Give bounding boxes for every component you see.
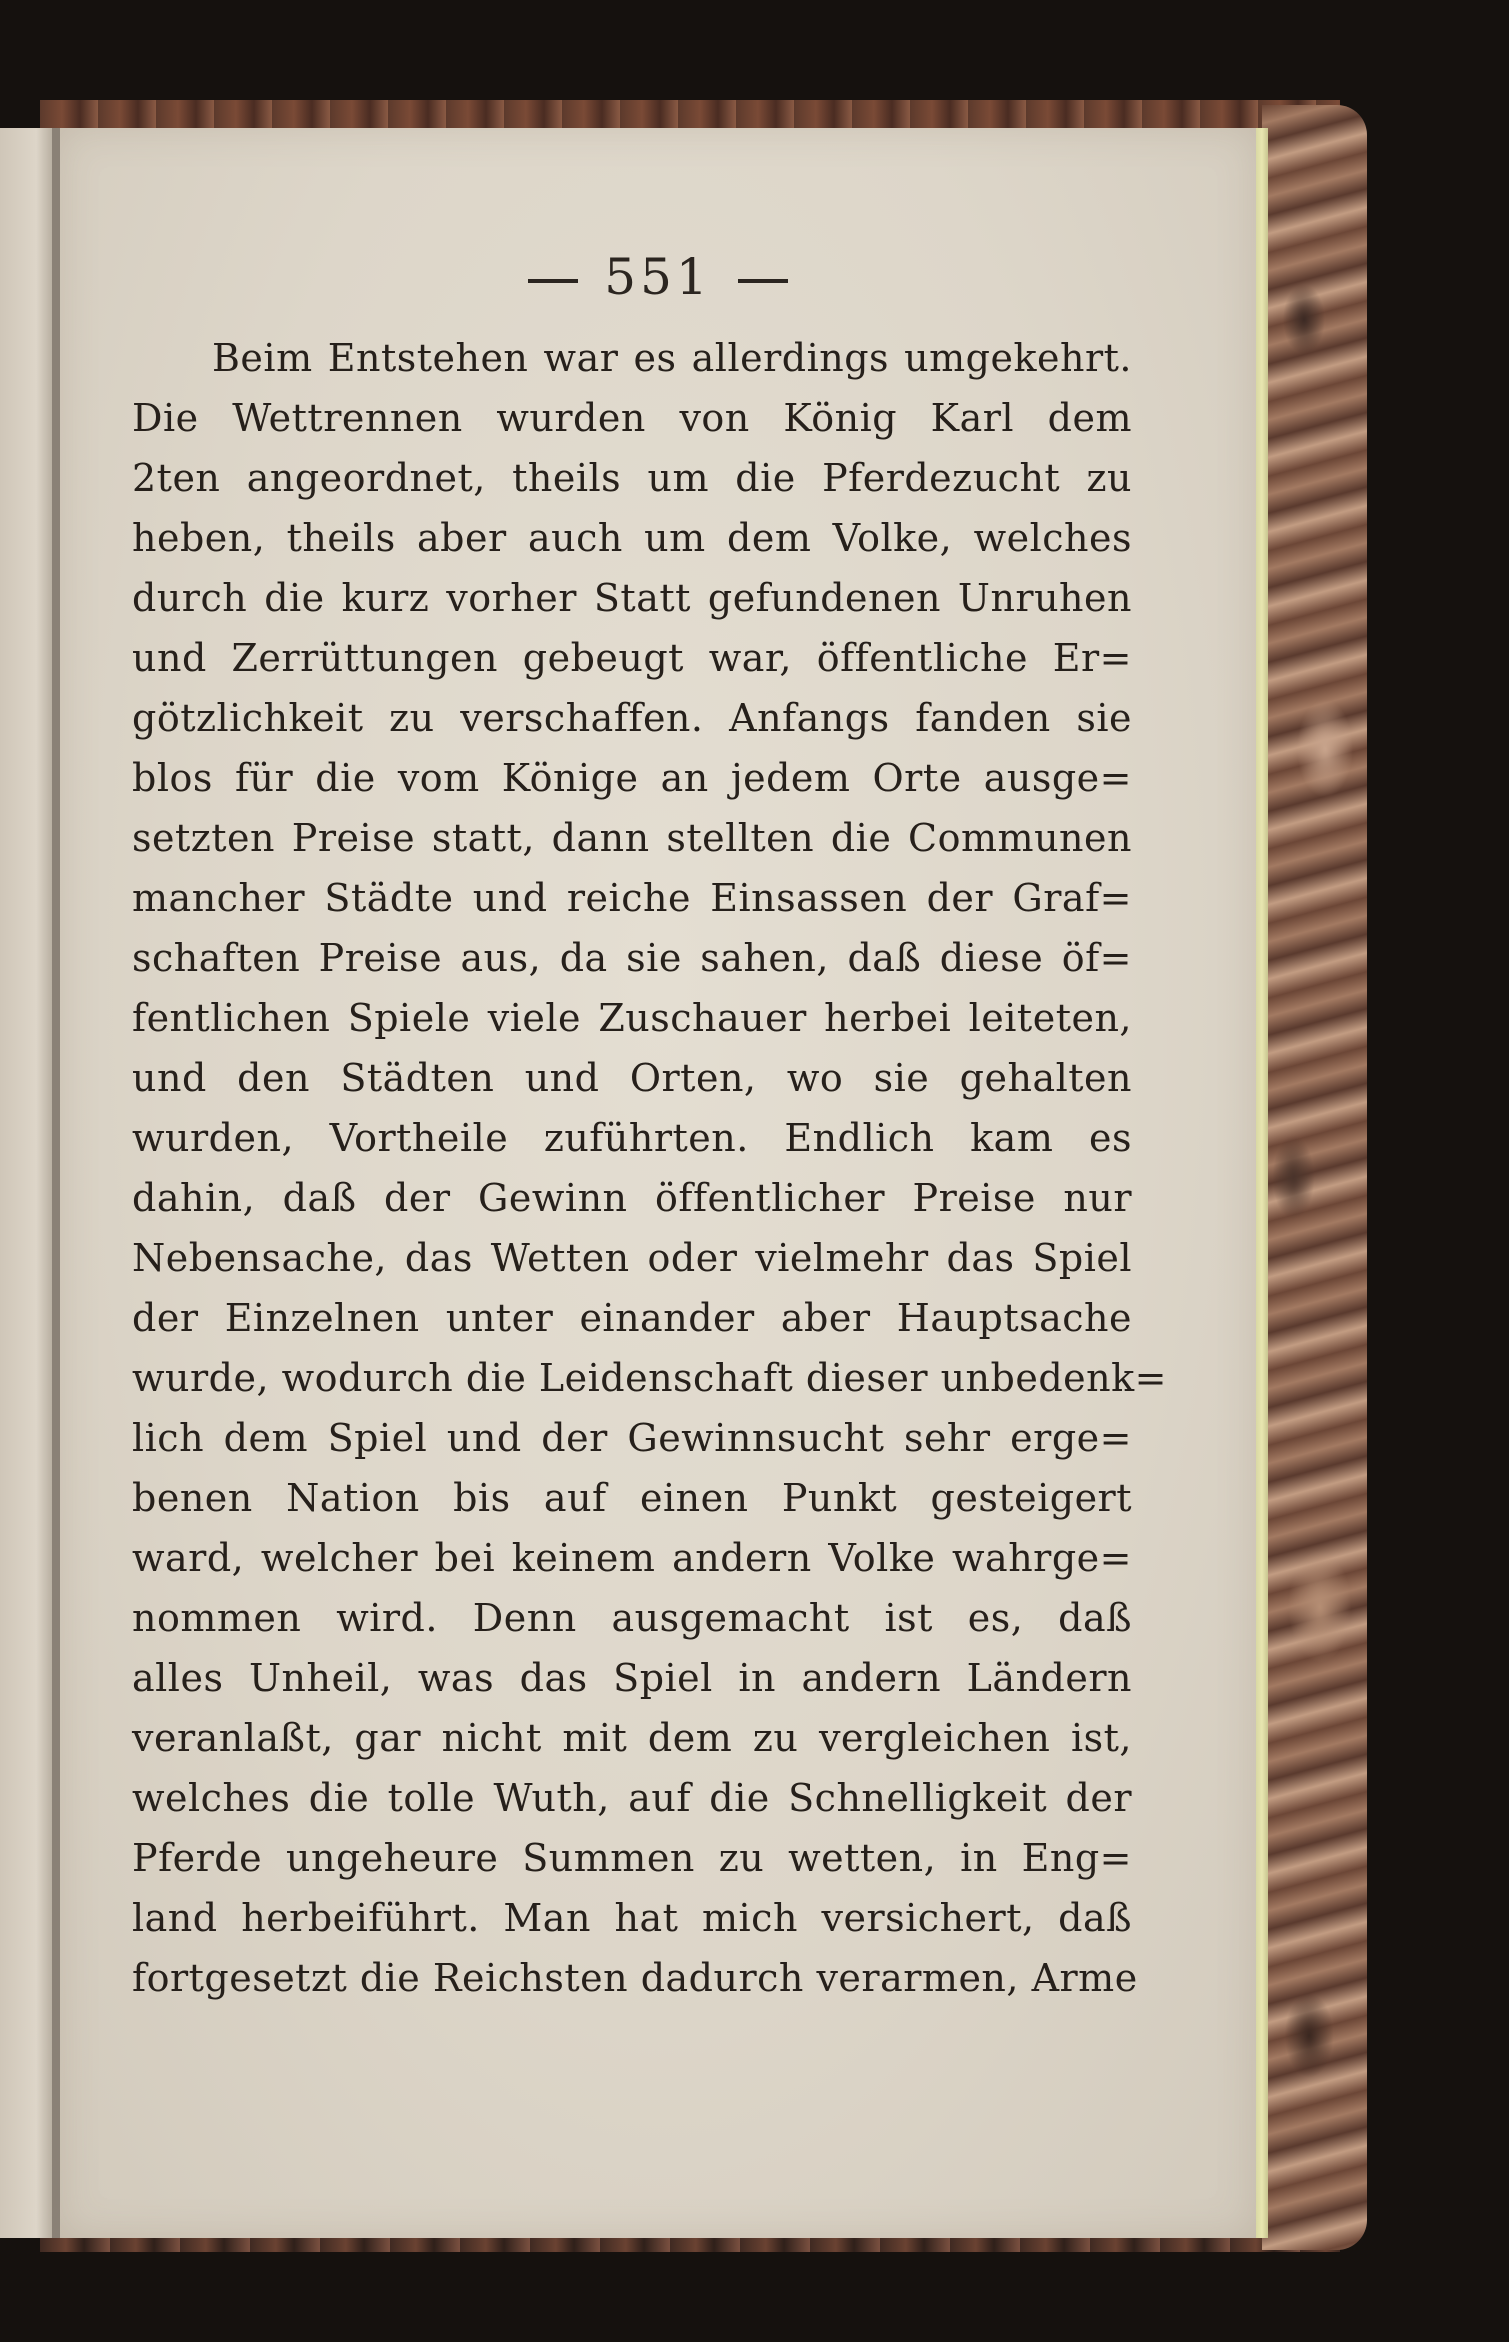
text-line: fentlichen Spiele viele Zuschauer herbei leiteten, <box>132 996 1132 1040</box>
text-line: blos für die vom Könige an jedem Orte ausge= <box>132 756 1132 800</box>
text-line: Beim Entstehen war es allerdings umgekehrt. <box>212 336 1132 380</box>
previous-page-edge <box>0 128 52 2238</box>
page-number: 551 <box>604 248 712 306</box>
text-line: und den Städten und Orten, wo sie gehalten <box>132 1056 1132 1100</box>
text-line: der Einzelnen unter einander aber Hauptsache <box>132 1296 1132 1340</box>
text-line: dahin, daß der Gewinn öffentlicher Preise nur <box>132 1176 1132 1220</box>
text-line: ward, welcher bei keinem andern Volke wahrge= <box>132 1536 1132 1580</box>
text-line: schaften Preise aus, da sie sahen, daß diese öf= <box>132 936 1132 980</box>
text-line: 2ten angeordnet, theils um die Pferdezucht zu <box>132 456 1132 500</box>
text-line: mancher Städte und reiche Einsassen der Graf= <box>132 876 1132 920</box>
text-line: heben, theils aber auch um dem Volke, welches <box>132 516 1132 560</box>
text-line: alles Unheil, was das Spiel in andern Ländern <box>132 1656 1132 1700</box>
text-line: Pferde ungeheure Summen zu wetten, in Eng= <box>132 1836 1132 1880</box>
text-line: setzten Preise statt, dann stellten die Communen <box>132 816 1132 860</box>
text-line: Nebensache, das Wetten oder vielmehr das Spiel <box>132 1236 1132 1280</box>
text-line: welches die tolle Wuth, auf die Schnelligkeit der <box>132 1776 1132 1820</box>
text-line: fortgesetzt die Reichsten dadurch verarmen, Arme <box>132 1956 1138 2000</box>
gutter-shadow <box>52 128 60 2238</box>
text-line: wurde, wodurch die Leidenschaft dieser unbedenk= <box>132 1356 1167 1400</box>
text-line: lich dem Spiel und der Gewinnsucht sehr erge= <box>132 1416 1132 1460</box>
text-line: Die Wettrennen wurden von König Karl dem <box>132 396 1132 440</box>
marbled-cover <box>1262 105 1367 2250</box>
text-line: und Zerrüttungen gebeugt war, öffentliche Er= <box>132 636 1132 680</box>
text-line: wurden, Vortheile zuführten. Endlich kam es <box>132 1116 1132 1160</box>
text-line: benen Nation bis auf einen Punkt gesteigert <box>132 1476 1132 1520</box>
page-edge-gilt <box>1256 128 1268 2238</box>
body-text <box>132 328 1167 2008</box>
header-dash-left <box>528 279 578 283</box>
text-line: veranlaßt, gar nicht mit dem zu vergleichen ist, <box>132 1716 1132 1760</box>
text-line: durch die kurz vorher Statt gefundenen Unruhen <box>132 576 1132 620</box>
header-dash-right <box>738 279 788 283</box>
text-line: nommen wird. Denn ausgemacht ist es, daß <box>132 1596 1132 1640</box>
page-header <box>60 248 1256 306</box>
text-line: götzlichkeit zu verschaffen. Anfangs fanden sie <box>132 696 1132 740</box>
text-line: land herbeiführt. Man hat mich versichert, daß <box>132 1896 1132 1940</box>
book-page <box>60 128 1256 2238</box>
